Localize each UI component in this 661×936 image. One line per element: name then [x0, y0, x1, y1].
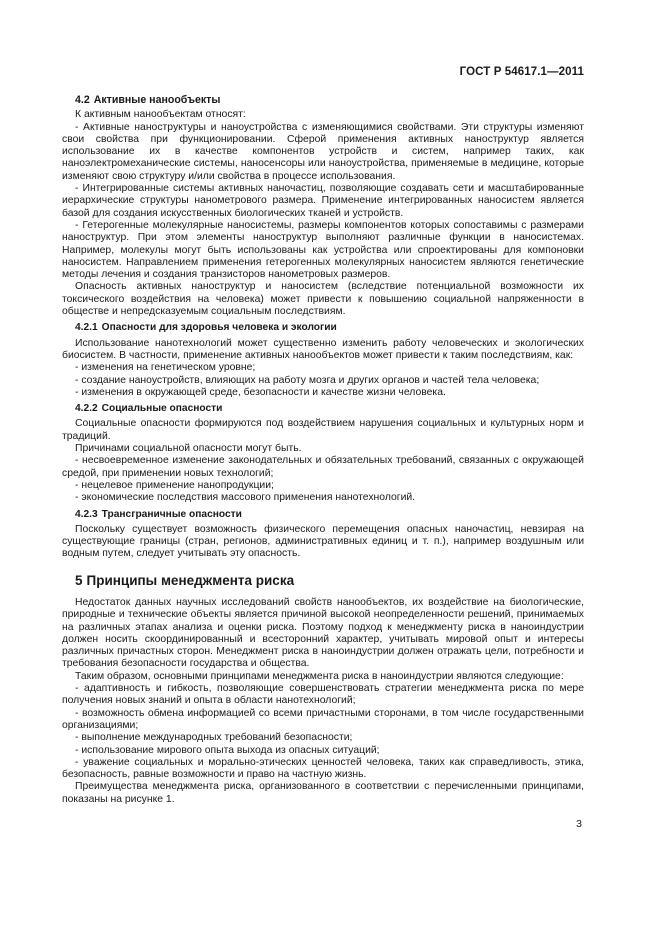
- page-number: 3: [576, 818, 582, 830]
- list-item: - нецелевое применение нанопродукции;: [75, 479, 274, 491]
- paragraph: Социальные опасности формируются под воздействием нарушения социальных и культурных норм и традиций.: [62, 418, 584, 442]
- section-number: 5: [75, 572, 83, 588]
- section-title: Социальные опасности: [101, 403, 223, 415]
- section-number: 4.2.3: [75, 508, 98, 520]
- section-4-2-1-heading: [75, 322, 584, 334]
- list-item: - уважение социальных и морально-этических ценностей человека, таких как справедливость, этика, безопасность, равные возможности и право на частную жизнь.: [62, 756, 584, 781]
- section-number: 4.2: [75, 94, 90, 106]
- list-item: - возможность обмена информацией со всеми причастными сторонами, в том числе государственными организациями;: [62, 707, 584, 731]
- section-title: Активные нанообъекты: [93, 94, 221, 106]
- document-code: ГОСТ Р 54617.1—2011: [459, 66, 584, 78]
- paragraph: Недостаток данных научных исследований свойств нанообъектов, их воздействие на биологические, природные и технические объекты является причиной высокой неопределенности решений, принимаемых на различных этапах анализа и оценки риска. Поэтому подход к менеджменту риска в наноиндустрии должен носить скоординированный и всесторонний характер, учитывать мировой опыт и интересы различных причастных сторон. Менеджмент риска в наноиндустрии должен отражать цели, потребности и требования безопасности государства и общества.: [62, 596, 584, 670]
- list-item: - изменения на генетическом уровне;: [75, 362, 256, 374]
- paragraph: Таким образом, основными принципами менеджмента риска в наноиндустрии являются следующие:: [75, 670, 564, 682]
- paragraph: Причинами социальной опасности могут быть.: [75, 443, 302, 455]
- paragraph: Использование нанотехнологий может существенно изменить работу человеческих и экологических биосистем. В частности, применение активных нанообъектов может привести к таким последствиям, как:: [62, 337, 584, 361]
- section-4-2-heading: [75, 94, 584, 106]
- list-item: - экономические последствия массового применения нанотехнологий.: [75, 492, 416, 504]
- paragraph: Преимущества менеджмента риска, организованного в соответствии с перечисленными принципами, показаны на рисунке 1.: [62, 781, 584, 805]
- paragraph: Опасность активных наноструктур и наносистем (вследствие потенциальной возможности их токсического воздействия на человека) может привести к повышению социальной напряженности в обществе и непредсказуемым социальным последствиям.: [62, 281, 584, 318]
- list-item: - создание наноустройств, влияющих на работу мозга и других органов и частей тела человека;: [75, 374, 540, 386]
- page-body: [62, 94, 584, 806]
- section-title: Опасности для здоровья человека и экологии: [101, 322, 337, 334]
- list-item: - адаптивность и гибкость, позволяющие совершенствовать стратегии менеджмента риска по мере получения новых знаний и опыта в области нанотехнологий;: [62, 683, 584, 707]
- section-4-2-2-heading: [75, 403, 584, 415]
- list-item: - Интегрированные системы активных наночастиц, позволяющие создавать сети и масштабированные иерархические структуры нанометрового размера. Применение интегрированных наносистем является базой для создания искусственных биологических тканей и устройств.: [62, 183, 584, 219]
- paragraph: К активным нанообъектам относят:: [75, 109, 246, 121]
- section-4-2-3-heading: [75, 509, 584, 521]
- section-number: 4.2.2: [75, 403, 98, 415]
- list-item: - Активные наноструктуры и наноустройства с изменяющимися свойствами. Эти структуры изменяют свои свойства при функционировании. Сферой применения активных наноструктур является использование их в качестве компонентов устройств и систем, например таких, как наноэлектромеханические системы, наносенсоры или наноустройства, применяемые в медицине, которые изменяют свою структуру и/или свойства в процессе использования.: [62, 121, 584, 182]
- paragraph: Поскольку существует возможность физического перемещения опасных наночастиц, невзирая на существующие границы (стран, регионов, административных единиц и т. п.), например воздушным или водным путем, следует учитывать эту опасность.: [62, 523, 584, 560]
- list-item: - несвоевременное изменение законодательных и обязательных требований, связанных с окружающей средой, при применении новых технологий;: [62, 455, 584, 479]
- section-number: 4.2.1: [75, 322, 98, 334]
- list-item: - использование мирового опыта выхода из опасных ситуаций;: [75, 744, 380, 756]
- section-title: Принципы менеджмента риска: [86, 572, 295, 588]
- section-5-heading: [75, 572, 584, 588]
- list-item: - выполнение международных требований безопасности;: [75, 732, 353, 744]
- list-item: - изменения в окружающей среде, безопасности и качестве жизни человека.: [75, 386, 446, 398]
- section-title: Трансграничные опасности: [101, 508, 242, 520]
- list-item: - Гетерогенные молекулярные наносистемы, размеры компонентов которых сопоставимы с размерами наноструктур. При этом элементы наноструктур выполняют различные функции в наносистемах. Например, молекулы могут быть использованы как устройства или спроектированы для компоновки наносистем. Направлением применения гетерогенных молекулярных наносистем являются генетические методы лечения и создания транзисторов нанометровых размеров.: [62, 219, 584, 281]
